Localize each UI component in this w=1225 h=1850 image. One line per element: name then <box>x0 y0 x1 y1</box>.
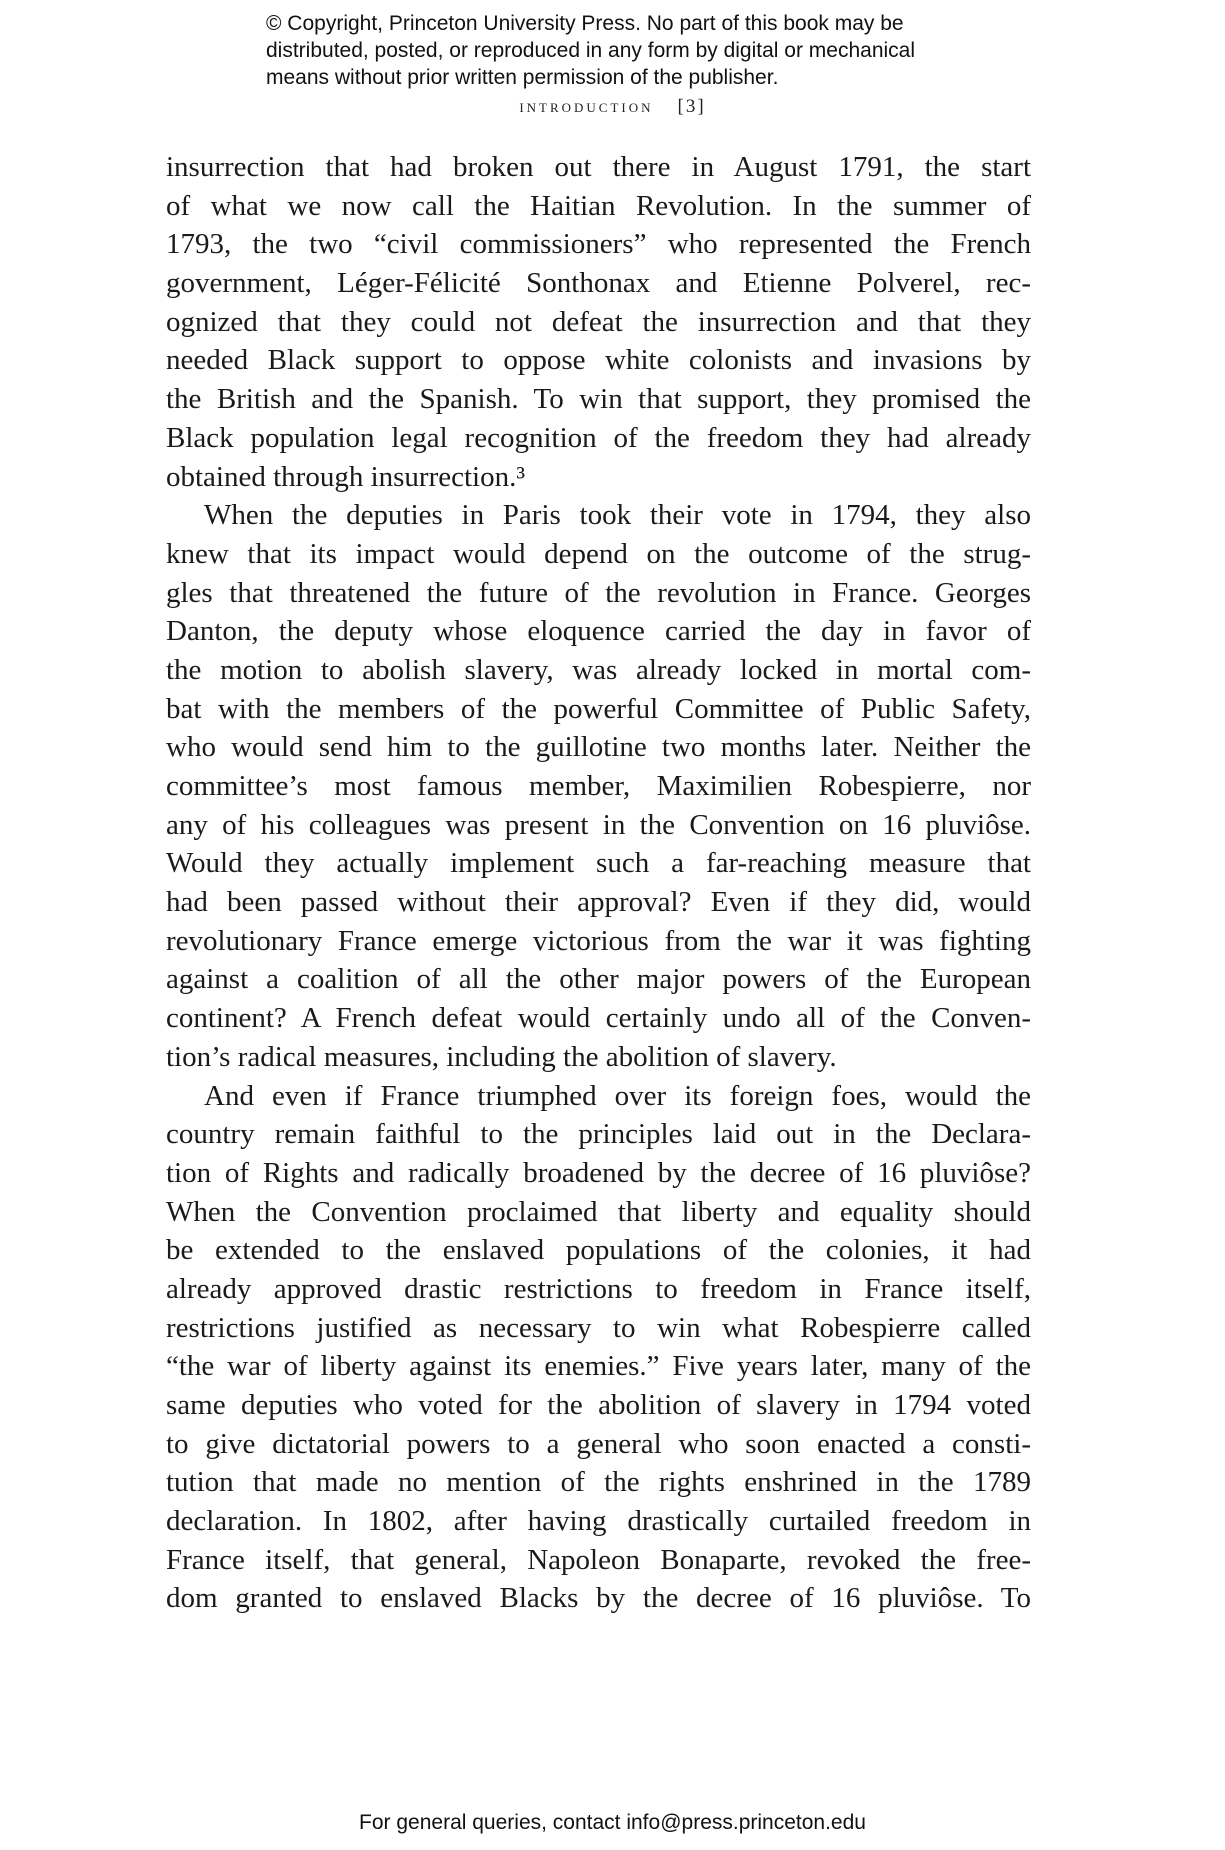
running-head <box>0 96 1225 118</box>
text-line: the motion to abolish slavery, was already locked in mortal com- <box>166 653 1031 686</box>
text-line: Danton, the deputy whose eloquence carried the day in favor of <box>166 615 1031 648</box>
text-line: declaration. In 1802, after having drastically curtailed freedom in <box>166 1505 1031 1538</box>
running-head-section: introduction <box>519 96 654 117</box>
text-line: When the deputies in Paris took their vote in 1794, they also <box>204 499 1031 532</box>
text-line: obtained through insurrection.³ <box>166 460 526 493</box>
paragraph-2 <box>166 496 1031 1076</box>
text-line: France itself, that general, Napoleon Bonaparte, revoked the free- <box>166 1543 1031 1576</box>
text-line: any of his colleagues was present in the Convention on 16 pluviôse. <box>166 808 1031 841</box>
text-line: be extended to the enslaved populations of the colonies, it had <box>166 1234 1031 1267</box>
text-line: government, Léger-Félicité Sonthonax and Etienne Polverel, rec- <box>166 267 1031 300</box>
text-line: When the Convention proclaimed that liberty and equality should <box>166 1195 1031 1228</box>
page-number: [3] <box>677 96 706 117</box>
text-line: who would send him to the guillotine two months later. Neither the <box>166 731 1031 764</box>
text-line: Black population legal recognition of the freedom they had already <box>166 421 1031 454</box>
text-line: against a coalition of all the other major powers of the European <box>166 963 1031 996</box>
text-line: to give dictatorial powers to a general who soon enacted a consti- <box>166 1427 1031 1460</box>
text-line: country remain faithful to the principles laid out in the Declara- <box>166 1118 1031 1151</box>
text-line: knew that its impact would depend on the outcome of the strug- <box>166 537 1031 570</box>
text-line: tion of Rights and radically broadened by the decree of 16 pluviôse? <box>166 1156 1031 1189</box>
text-line: restrictions justified as necessary to win what Robespierre called <box>166 1311 1031 1344</box>
text-line: ognized that they could not defeat the insurrection and that they <box>166 305 1031 338</box>
footer-contact: For general queries, contact info@press.princeton.edu <box>359 1811 866 1834</box>
paragraph-3 <box>166 1077 1031 1619</box>
text-line: dom granted to enslaved Blacks by the decree of 16 pluviôse. To <box>166 1582 1031 1615</box>
paragraph-1 <box>166 148 1031 496</box>
text-line: gles that threatened the future of the revolution in France. Georges <box>166 576 1031 609</box>
text-line: of what we now call the Haitian Revolution. In the summer of <box>166 189 1031 222</box>
text-line: tion’s radical measures, including the abolition of slavery. <box>166 1040 837 1073</box>
copyright-line-3: means without prior written permission of the publisher. <box>266 66 779 89</box>
text-line: needed Black support to oppose white colonists and invasions by <box>166 344 1031 377</box>
text-line: insurrection that had broken out there in August 1791, the start <box>166 151 1031 183</box>
text-line: continent? A French defeat would certainly undo all of the Conven- <box>166 1002 1031 1035</box>
text-line: revolutionary France emerge victorious from the war it was fighting <box>166 924 1031 957</box>
text-line: the British and the Spanish. To win that support, they promised the <box>166 383 1031 416</box>
text-line: already approved drastic restrictions to freedom in France itself, <box>166 1272 1031 1305</box>
copyright-line-2: distributed, posted, or reproduced in any form by digital or mechanical <box>266 39 916 62</box>
text-line: And even if France triumphed over its foreign foes, would the <box>204 1079 1031 1112</box>
copyright-line-1: © Copyright, Princeton University Press. No part of this book may be <box>266 12 904 35</box>
text-line: same deputies who voted for the abolition of slavery in 1794 voted <box>166 1389 1031 1421</box>
text-line: committee’s most famous member, Maximilien Robespierre, nor <box>166 770 1031 802</box>
text-line: had been passed without their approval? Even if they did, would <box>166 886 1031 919</box>
text-line: tution that made no mention of the rights enshrined in the 1789 <box>166 1466 1031 1499</box>
text-line: Would they actually implement such a far-reaching measure that <box>166 847 1031 880</box>
text-line: 1793, the two “civil commissioners” who represented the French <box>166 228 1031 261</box>
body-text <box>166 148 1031 1618</box>
text-line: bat with the members of the powerful Committee of Public Safety, <box>166 692 1031 725</box>
text-line: “the war of liberty against its enemies.” Five years later, many of the <box>166 1350 1031 1383</box>
copyright-notice <box>266 10 1006 91</box>
